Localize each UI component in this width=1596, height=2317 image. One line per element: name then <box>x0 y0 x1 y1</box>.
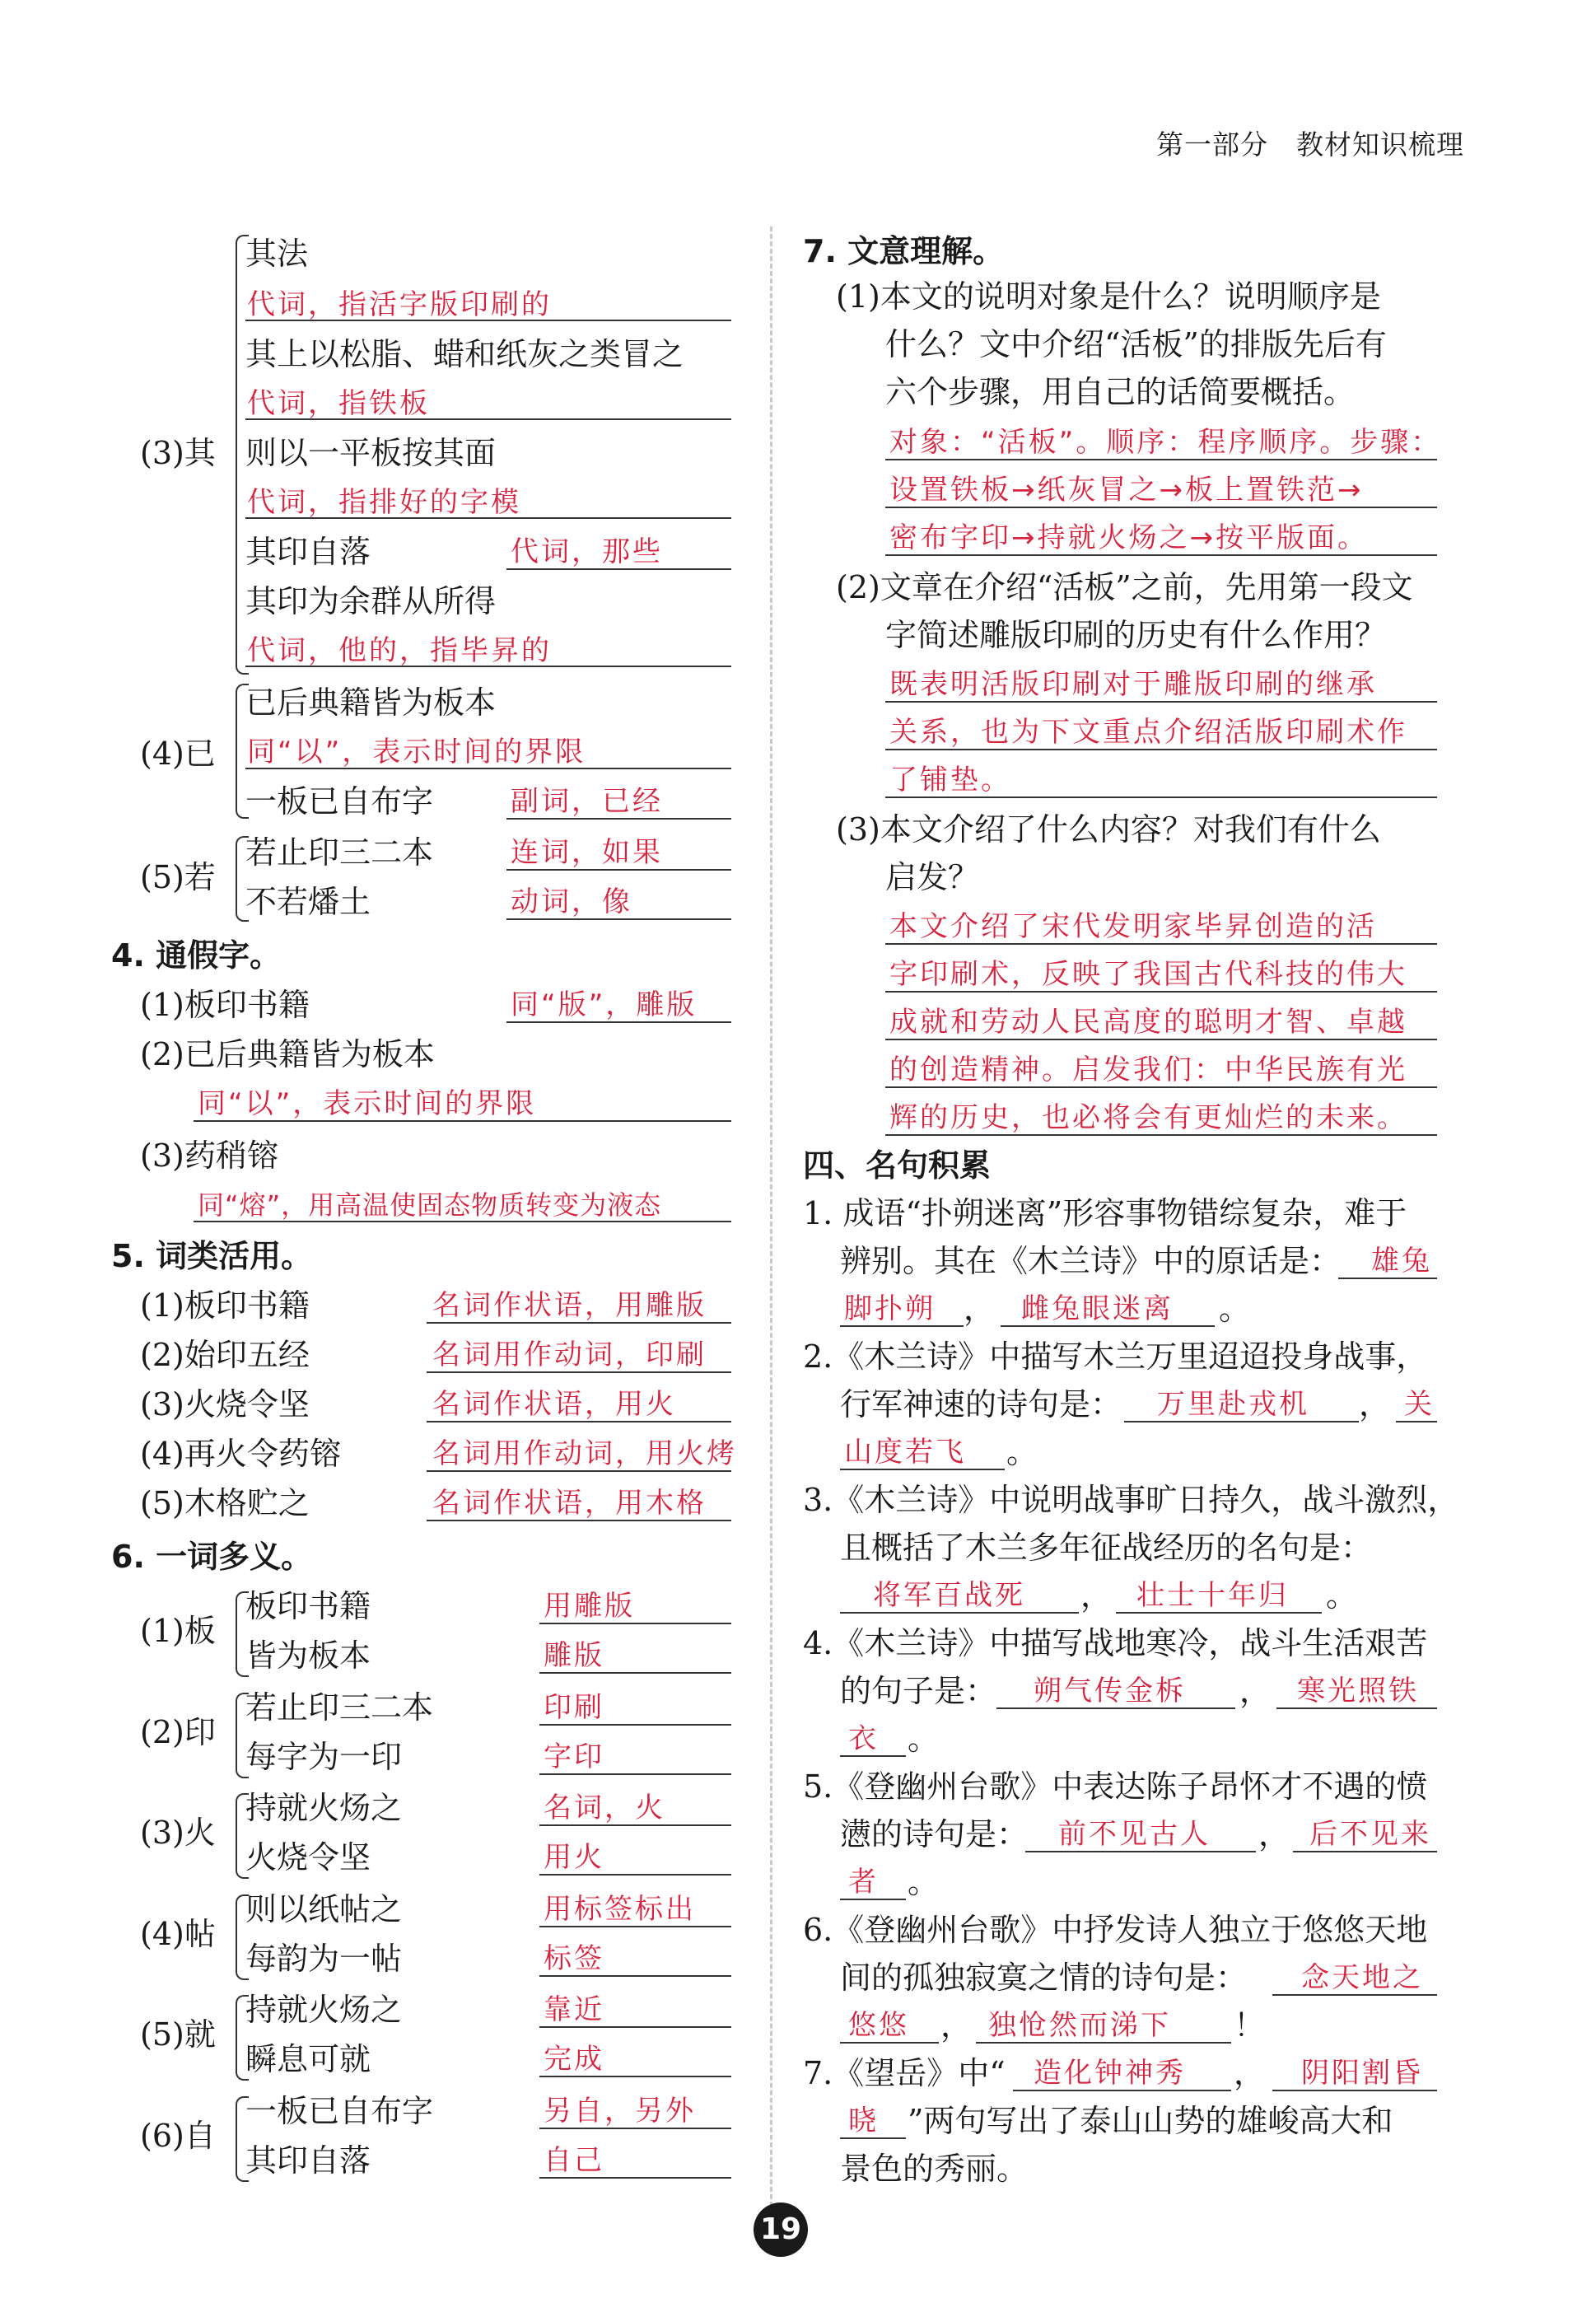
item-text: (5)木格贮之 <box>140 1485 310 1521</box>
answer-line <box>539 1926 731 1927</box>
item-text: (2)已后典籍皆为板本 <box>140 1036 435 1072</box>
punct: ， <box>940 2007 973 2044</box>
answer-line <box>539 2076 731 2077</box>
question-line: 六个步骤，用自己的话简要概括。 <box>885 374 1356 410</box>
answer-line <box>885 991 1437 993</box>
answer: 山度若飞 <box>844 1436 966 1469</box>
question-line: 1. 成语“扑朔迷离”形容事物错综复杂，难于 <box>803 1195 1407 1231</box>
item-text: (4)再火令药镕 <box>140 1436 341 1472</box>
answer-line <box>840 1755 906 1757</box>
question-line: 景色的秀丽。 <box>840 2151 1029 2187</box>
answer: 靠近 <box>544 1993 604 2026</box>
answer-line <box>885 1086 1437 1088</box>
answer-line <box>885 1039 1437 1040</box>
answer-line <box>194 1120 731 1122</box>
answer-line <box>840 1469 1005 1470</box>
answer: 雄兔 <box>1371 1245 1432 1278</box>
item-text: 若止印三二本 <box>245 834 434 871</box>
answer: 代词，指铁板 <box>247 387 430 420</box>
group-label: (4)帖 <box>140 1916 216 1952</box>
answer: 用标签标出 <box>544 1893 696 1926</box>
item-text: 不若燔土 <box>245 884 371 920</box>
question-line: 的句子是： <box>840 1673 997 1709</box>
question-line: 6.《登幽州台歌》中抒发诗人独立于悠悠天地 <box>803 1912 1428 1948</box>
answer-line <box>506 568 731 570</box>
item-text: 每字为一印 <box>245 1739 403 1775</box>
item-text: 其法 <box>245 236 309 272</box>
page-number: 19 <box>754 2203 808 2257</box>
punct: 。 <box>908 1864 940 1900</box>
answer-line <box>506 1021 731 1023</box>
answer: 字印 <box>544 1740 604 1773</box>
punct: ， <box>1359 1386 1391 1422</box>
answer: 设置铁板→纸灰冒之→板上置铁范→ <box>889 474 1364 507</box>
answer-line <box>539 2128 731 2129</box>
answer: 关系，也为下文重点介绍活版印刷术作 <box>889 716 1407 749</box>
answer: 悠悠 <box>848 2009 909 2042</box>
item-text: (2)始印五经 <box>140 1337 310 1373</box>
question-line: (2)文章在介绍“活板”之前，先用第一段文 <box>836 569 1413 605</box>
answer: 字印刷术，反映了我国古代科技的伟大 <box>889 958 1407 991</box>
answer-line <box>885 1134 1437 1136</box>
punct: ， <box>1258 1816 1290 1852</box>
answer-line <box>539 2026 731 2028</box>
answer-line <box>1025 1851 1256 1852</box>
answer-line <box>840 2042 939 2044</box>
item-text: 瞬息可就 <box>245 2041 371 2077</box>
answer-line <box>1272 1994 1437 1996</box>
group-label: (5)就 <box>140 2016 216 2053</box>
answer-line <box>427 1322 731 1324</box>
answer: 副词，已经 <box>511 785 663 818</box>
item-text: 则以纸帖之 <box>245 1891 403 1927</box>
answer: 名词，火 <box>544 1791 665 1824</box>
item-text: 若止印三二本 <box>245 1689 434 1726</box>
answer-line <box>885 943 1437 945</box>
page-header: 第一部分 教材知识梳理 <box>1156 128 1464 161</box>
answer: 动词，像 <box>511 885 632 918</box>
section-title: 7. 文意理解。 <box>803 233 1005 269</box>
punct: 。 <box>1219 1291 1251 1327</box>
answer: 雌兔眼迷离 <box>1021 1292 1174 1325</box>
item-text: 则以一平板按其面 <box>245 435 497 471</box>
answer: 朔气传金柝 <box>1034 1675 1186 1707</box>
answer: 同“熔”，用高温使固态物质转变为液态 <box>198 1189 662 1221</box>
punct: 。 <box>908 1721 940 1757</box>
answer-line <box>539 1773 731 1775</box>
answer: 代词，指活字版印刷的 <box>247 288 552 321</box>
answer-line <box>427 1470 731 1472</box>
answer: 完成 <box>544 2043 604 2076</box>
answer: 同“版”，雕版 <box>511 988 698 1021</box>
item-text: 持就火炀之 <box>245 1992 403 2028</box>
answer: 后不见来 <box>1309 1818 1431 1851</box>
answer-line <box>427 1520 731 1521</box>
answer-line <box>539 1672 731 1674</box>
answer: 同“以”，表示时间的界限 <box>247 736 586 768</box>
answer: 辉的历史，也必将会有更灿烂的未来。 <box>889 1101 1407 1134</box>
answer-line <box>1293 1851 1437 1852</box>
answer: 前不见古人 <box>1058 1818 1211 1851</box>
answer-line <box>245 768 731 769</box>
group-label: (4)已 <box>140 736 216 772</box>
answer-line <box>1116 1612 1322 1614</box>
question-line: 2.《木兰诗》中描写木兰万里迢迢投身战事， <box>803 1338 1428 1375</box>
item-text: 每韵为一帖 <box>245 1941 403 1977</box>
answer: 壮士十年归 <box>1136 1579 1289 1612</box>
question-line: (3)本文介绍了什么内容？对我们有什么 <box>836 811 1381 848</box>
answer-line <box>1013 2090 1231 2091</box>
question-line: 辨别。其在《木兰诗》中的原话是： <box>840 1243 1342 1279</box>
answer-line <box>1001 1325 1215 1327</box>
answer-line <box>840 1325 964 1327</box>
answer: 关 <box>1404 1388 1435 1421</box>
answer-line <box>885 796 1437 798</box>
answer: 另自，另外 <box>544 2095 696 2128</box>
answer-line <box>1272 2090 1437 2091</box>
answer: 名词用作动词，用火烤 <box>432 1437 737 1470</box>
item-text: 其印自落 <box>245 534 371 570</box>
answer-line <box>506 818 731 820</box>
punct: 。 <box>1326 1577 1358 1614</box>
answer-line <box>885 749 1437 750</box>
item-text: (3)火烧令坚 <box>140 1386 310 1422</box>
answer-line <box>506 869 731 871</box>
section-title: 5. 词类活用。 <box>111 1238 313 1274</box>
question-line: 7.《望岳》中“ <box>803 2055 1006 2091</box>
answer: 雕版 <box>544 1639 604 1672</box>
answer: 名词作状语，用雕版 <box>432 1289 707 1322</box>
answer-line <box>245 517 731 519</box>
answer: 对象：“活板”。顺序：程序顺序。步骤： <box>889 426 1442 459</box>
punct: ， <box>1080 1577 1113 1614</box>
answer: 阴阳割昏 <box>1301 2057 1423 2090</box>
question-line: 启发？ <box>885 859 980 895</box>
question-line: 3.《木兰诗》中说明战事旷日持久，战斗激烈， <box>803 1482 1459 1518</box>
item-text: 皆为板本 <box>245 1637 371 1674</box>
answer: 寒光照铁 <box>1297 1675 1419 1707</box>
answer: 独怆然而涕下 <box>988 2009 1171 2042</box>
question-line: ”两句写出了泰山山势的雄峻高大和 <box>908 2103 1393 2139</box>
question-line: 5.《登幽州台歌》中表达陈子昂怀才不遇的愤 <box>803 1768 1428 1805</box>
answer-line <box>840 1612 1079 1614</box>
question-line: 4.《木兰诗》中描写战地寒冷，战斗生活艰苦 <box>803 1625 1428 1661</box>
answer-line <box>245 666 731 667</box>
answer-line <box>1338 1278 1437 1279</box>
answer: 名词作状语，用火 <box>432 1388 676 1421</box>
answer: 既表明活版印刷对于雕版印刷的继承 <box>889 668 1377 701</box>
punct: ， <box>1234 2055 1266 2091</box>
answer: 念天地之 <box>1301 1961 1423 1994</box>
answer: 本文介绍了宋代发明家毕昇创造的活 <box>889 910 1377 943</box>
answer: 代词，那些 <box>511 535 663 568</box>
answer-line <box>996 1707 1235 1709</box>
answer: 连词，如果 <box>511 836 663 869</box>
answer: 名词用作动词，印刷 <box>432 1338 707 1371</box>
punct: ！ <box>1234 2007 1266 2044</box>
punct: ， <box>1239 1673 1272 1709</box>
answer-line <box>539 1874 731 1876</box>
answer: 代词，指排好的字模 <box>247 486 521 519</box>
question-line: 什么？文中介绍“活板”的排版先后有 <box>885 326 1387 362</box>
answer: 成就和劳动人民高度的聪明才智、卓越 <box>889 1006 1407 1039</box>
answer: 标签 <box>544 1942 604 1975</box>
answer-line <box>885 701 1437 703</box>
answer: 将军百战死 <box>873 1579 1025 1612</box>
item-text: 其印为余群从所得 <box>245 583 497 619</box>
column-divider <box>770 227 772 2236</box>
group-label: (1)板 <box>140 1613 216 1649</box>
item-text: 其上以松脂、蜡和纸灰之类冒之 <box>245 336 684 372</box>
answer-line <box>427 1371 731 1373</box>
section-title: 4. 通假字。 <box>111 937 282 974</box>
answer-line <box>506 918 731 920</box>
item-text: 火烧令坚 <box>245 1839 371 1876</box>
answer-line <box>194 1221 731 1222</box>
punct: 。 <box>1006 1434 1038 1470</box>
answer: 名词作状语，用木格 <box>432 1487 707 1520</box>
item-text: 已后典籍皆为板本 <box>245 684 497 721</box>
item-text: 持就火炀之 <box>245 1790 403 1826</box>
group-label: (6)自 <box>140 2118 216 2154</box>
answer: 用雕版 <box>544 1590 635 1623</box>
item-text: 其印自落 <box>245 2142 371 2179</box>
item-text: (1)板印书籍 <box>140 1287 310 1324</box>
answer-line <box>539 1623 731 1624</box>
answer-line <box>539 1975 731 1977</box>
question-line: 字简述雕版印刷的历史有什么作用？ <box>885 617 1387 653</box>
item-text: (1)板印书籍 <box>140 987 310 1023</box>
group-label: (2)印 <box>140 1714 216 1750</box>
answer-line <box>840 2137 906 2139</box>
group-label: (3)火 <box>140 1815 216 1851</box>
answer: 印刷 <box>544 1691 604 1724</box>
answer: 同“以”，表示时间的界限 <box>198 1087 537 1120</box>
answer-line <box>840 1899 906 1900</box>
answer: 脚扑朔 <box>844 1292 936 1325</box>
answer-line <box>539 1724 731 1726</box>
answer-line <box>427 1421 731 1422</box>
section-title: 6. 一词多义。 <box>111 1539 313 1575</box>
answer-line <box>245 320 731 321</box>
answer-line <box>539 2177 731 2179</box>
answer: 者 <box>848 1866 879 1899</box>
answer-line <box>245 418 731 420</box>
answer-line <box>1124 1421 1359 1422</box>
answer-line <box>885 459 1437 460</box>
question-line: 且概括了木兰多年征战经历的名句是： <box>840 1530 1373 1566</box>
answer: 衣 <box>848 1722 879 1755</box>
answer-line <box>885 507 1437 508</box>
group-label: (3)其 <box>140 435 216 471</box>
answer: 万里赴戎机 <box>1157 1388 1309 1421</box>
answer: 自己 <box>544 2144 604 2177</box>
item-text: (3)药稍镕 <box>140 1137 278 1174</box>
answer: 的创造精神。启发我们：中华民族有光 <box>889 1053 1407 1086</box>
question-line: 间的孤独寂寞之情的诗句是： <box>840 1960 1248 1996</box>
answer: 晓 <box>848 2104 879 2137</box>
group-label: (5)若 <box>140 859 216 895</box>
item-text: 一板已自布字 <box>245 783 434 820</box>
question-line: (1)本文的说明对象是什么？说明顺序是 <box>836 278 1381 315</box>
answer-line <box>539 1824 731 1826</box>
answer-line <box>1276 1707 1437 1709</box>
answer-line <box>885 554 1437 556</box>
answer: 造化钟神秀 <box>1034 2057 1186 2090</box>
answer-line <box>976 2042 1231 2044</box>
answer: 密布字印→持就火炀之→按平版面。 <box>889 521 1368 554</box>
item-text: 一板已自布字 <box>245 2093 434 2129</box>
section-title: 四、名句积累 <box>803 1147 992 1184</box>
answer: 用火 <box>544 1841 604 1874</box>
item-text: 板印书籍 <box>245 1588 371 1624</box>
question-line: 行军神速的诗句是： <box>840 1386 1122 1422</box>
punct: ， <box>964 1291 996 1327</box>
answer-line <box>1396 1421 1437 1422</box>
answer: 了铺垫。 <box>889 764 1011 796</box>
answer: 代词，他的，指毕昇的 <box>247 634 552 667</box>
question-line: 懑的诗句是： <box>840 1816 1029 1852</box>
